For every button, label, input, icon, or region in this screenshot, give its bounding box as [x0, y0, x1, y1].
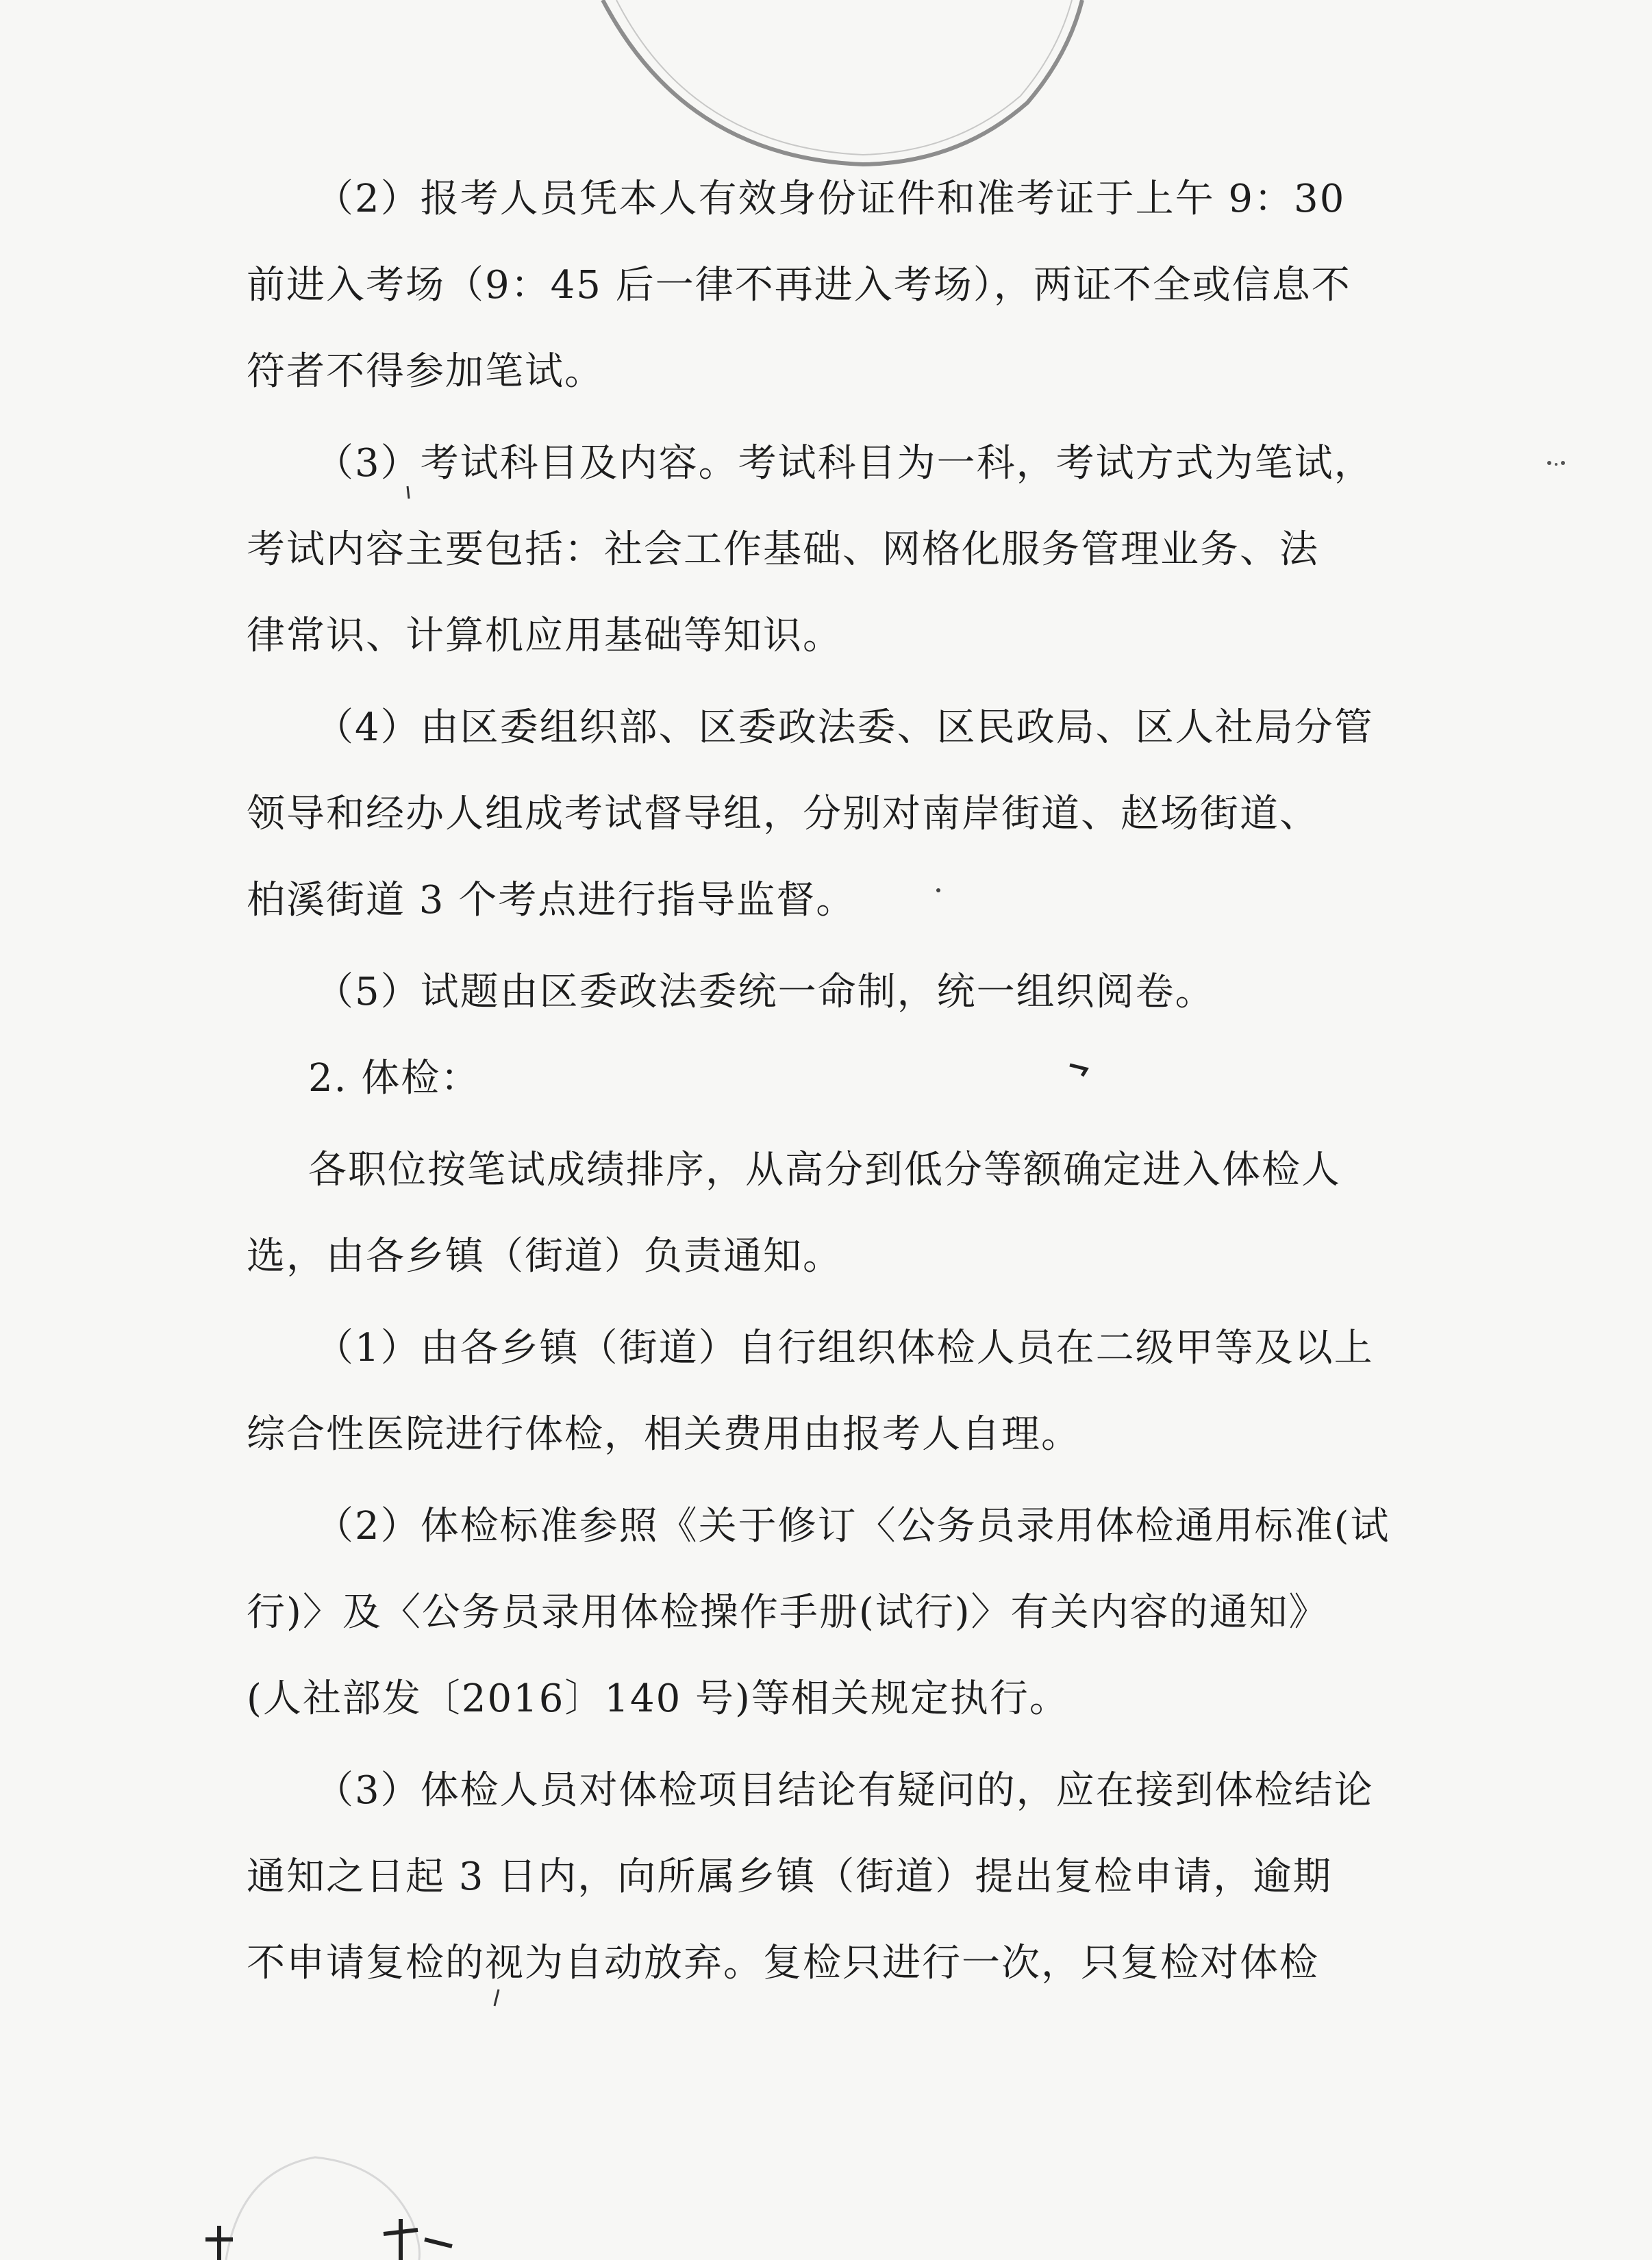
text-line-12: 各职位按笔试成绩排序，从高分到低分等额确定进入体检人 [308, 1148, 1341, 1192]
text-line-9: 柏溪街道 3 个考点进行指导监督。 [247, 878, 856, 922]
section-heading-physical-exam: 2. 体检： [308, 1056, 481, 1101]
text-line-19: （3）体检人员对体检项目结论有疑问的，应在接到体检结论 [315, 1768, 1374, 1813]
text-line-13: 选，由各乡镇（街道）负责通知。 [247, 1234, 842, 1279]
text-line-14: （1）由各乡镇（街道）自行组织体检人员在二级甲等及以上 [315, 1326, 1374, 1370]
text-line-4: （3）考试科目及内容。考试科目为一科，考试方式为笔试， [315, 441, 1374, 486]
document-body [247, 156, 1411, 2007]
text-line-16: （2）体检标准参照《关于修订〈公务员录用体检通用标准(试 [315, 1504, 1390, 1548]
text-line-18: (人社部发〔2016〕140 号)等相关规定执行。 [247, 1677, 1069, 1721]
text-line-10: （5）试题由区委政法委统一命制，统一组织阅卷。 [315, 970, 1215, 1014]
text-line-15: 综合性医院进行体检，相关费用由报考人自理。 [247, 1412, 1081, 1457]
text-line-6: 律常识、计算机应用基础等知识。 [247, 614, 842, 658]
text-line-8: 领导和经办人组成考试督导组，分别对南岸街道、赵场街道、 [247, 792, 1319, 836]
text-line-20: 通知之日起 3 日内，向所属乡镇（街道）提出复检申请，逾期 [247, 1855, 1333, 1899]
text-line-17: 行)〉及〈公务员录用体检操作手册(试行)〉有关内容的通知》 [247, 1590, 1329, 1635]
text-line-21: 不申请复检的视为自动放弃。复检只进行一次，只复检对体检 [247, 1941, 1319, 1985]
text-line-3: 符者不得参加笔试。 [247, 349, 604, 394]
text-line-5: 考试内容主要包括：社会工作基础、网格化服务管理业务、法 [247, 527, 1319, 572]
text-line-1: （2）报考人员凭本人有效身份证件和准考证于上午 9：30 [315, 177, 1346, 221]
text-line-2: 前进入考场（9：45 后一律不再进入考场），两证不全或信息不 [247, 263, 1351, 307]
text-line-7: （4）由区委组织部、区委政法委、区民政局、区人社局分管 [315, 705, 1374, 750]
